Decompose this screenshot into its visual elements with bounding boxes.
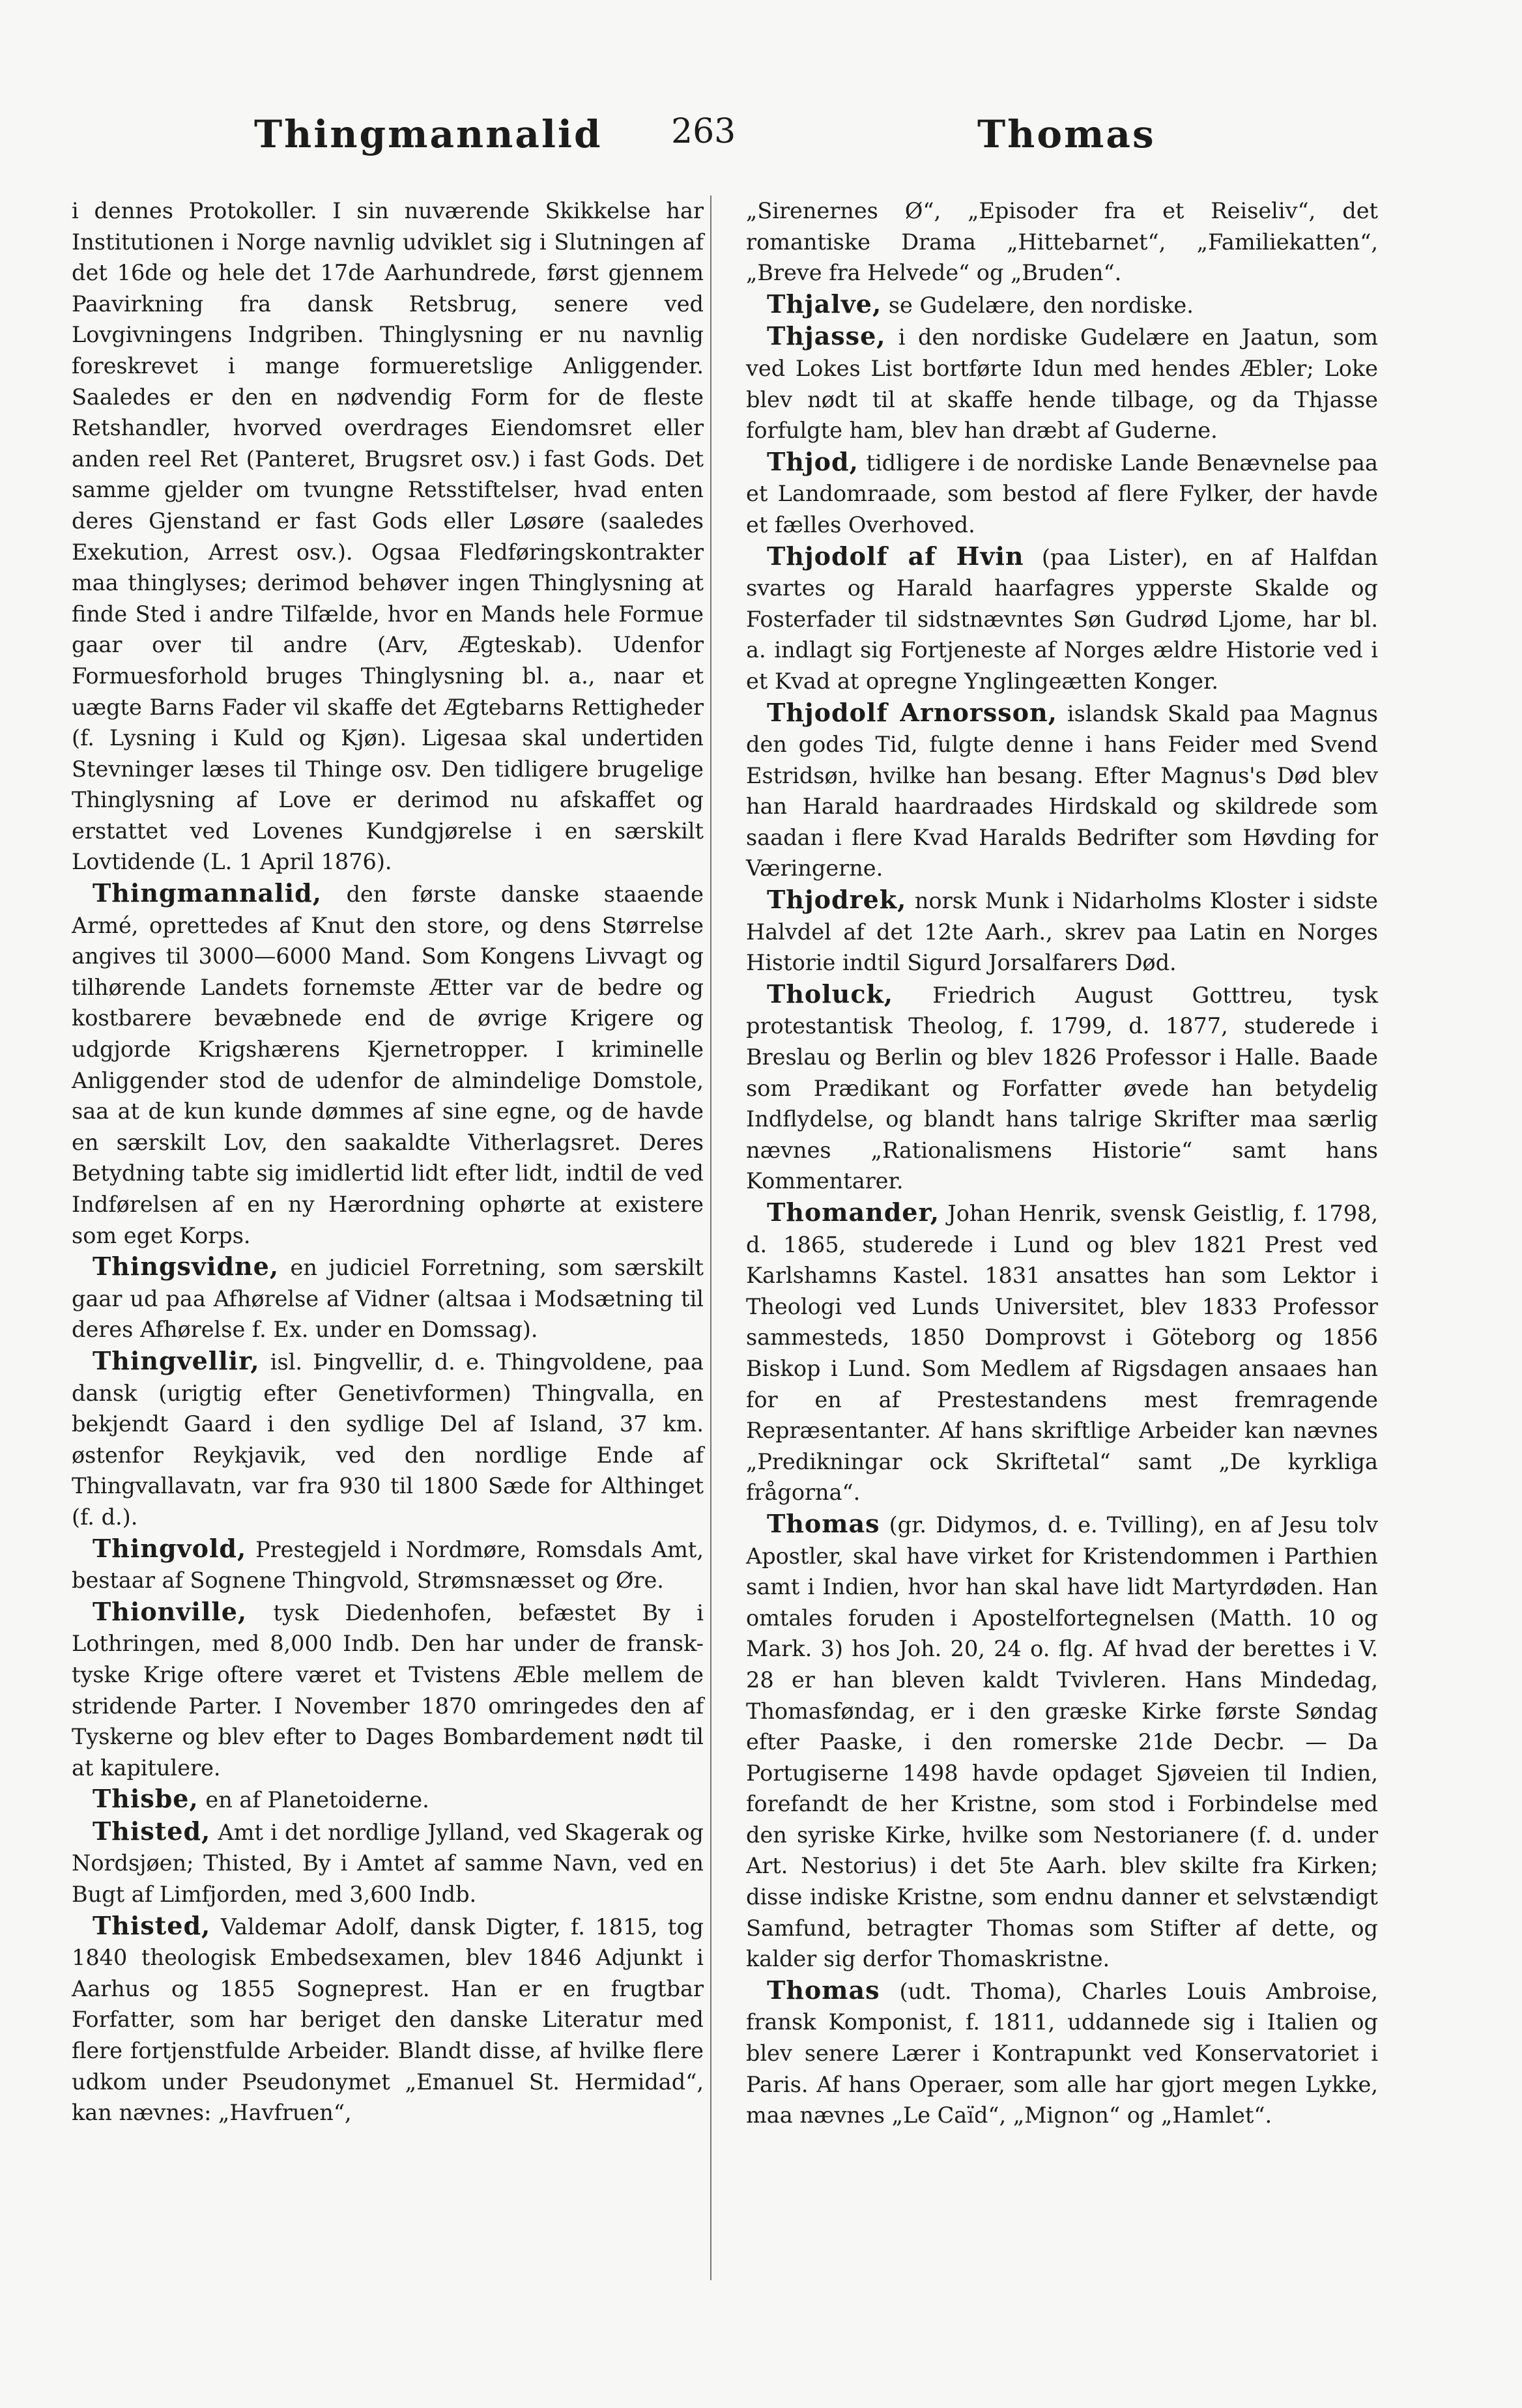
entry-headword: Thomas	[767, 1508, 880, 1538]
entry-text: den første danske staaende Armé, oprettedes af Knut den store, og dens Størrelse angives til 3000—6000 Mand. Som Kongens Livvagt og tilhørende Landets fornemste Ætter var de bedre og kostbarere bevæbnede end de øvrige Krigere og udgjorde Krigshærens Kjernetropper. I kriminelle Anliggender stod de udenfor de almindelige Domstole, saa at de kun kunde dømmes af sine egne, og de havde en særskilt Lov, den saakaldte Vitherlagsret. Deres Betydning tabte sig imidlertid lidt efter lidt, indtil de ved Indførelsen af en ny Hærordning ophørte at existere som eget Korps.	[72, 882, 704, 1248]
dictionary-entry	[746, 541, 1378, 697]
dictionary-entry	[72, 1783, 704, 1816]
entry-headword: Thjodolf Arnorsson,	[767, 697, 1057, 727]
dictionary-entry	[746, 979, 1378, 1197]
dictionary-entry	[746, 321, 1378, 446]
entry-headword: Thjasse,	[767, 321, 886, 351]
page-number: 263	[671, 112, 736, 151]
entry-text: (udt. Thoma), Charles Louis Ambroise, fransk Komponist, f. 1811, uddannede sig i Italien og blev senere Lærer i Kontrapunkt ved Konservatoriet i Paris. Af hans Operaer, som alle har gjort megen Lykke, maa nævnes „Le Caïd“, „Mignon“ og „Hamlet“.	[746, 1978, 1378, 2128]
dictionary-entry	[746, 1975, 1378, 2131]
entry-headword: Thingvellir,	[93, 1345, 260, 1375]
entry-headword: Thjod,	[767, 446, 859, 476]
entry-headword: Thjodolf af Hvin	[767, 541, 1024, 571]
dictionary-entry	[72, 878, 704, 1251]
column-divider	[710, 195, 711, 2280]
entry-text: en af Planetoiderne.	[205, 1787, 429, 1813]
entry-text: norsk Munk i Nidarholms Kloster i sidste Halvdel af det 12te Aarh., skrev paa Latin en Norges Historie indtil Sigurd Jorsalfarers Død.	[746, 888, 1378, 976]
dictionary-entry	[746, 289, 1378, 321]
entry-headword: Thomas	[767, 1975, 880, 2005]
entry-text: isl. Þingvellir, d. e. Thingvoldene, paa dansk (urigtig efter Genetivformen) Thingvalla, en bekjendt Gaard i den sydlige Del af Island, 37 km. østenfor Reykjavik, ved den nordlige Ende af Thingvallavatn, var fra 930 til 1800 Sæde for Althinget (f. d.).	[72, 1349, 704, 1530]
entry-headword: Thjalve,	[767, 289, 882, 319]
entry-text: Johan Henrik, svensk Geistlig, f. 1798, d. 1865, studerede i Lund og blev 1821 Prest ved Karlshamns Kastel. 1831 ansattes han som Lektor i Theologi ved Lunds Universitet, blev 1833 Professor sammesteds, 1850 Domprovst i Göteborg og 1856 Biskop i Lund. Som Medlem af Rigsdagen ansaaes han for en af Prestestandens mest fremragende Repræsentanter. Af hans skriftlige Arbeider kan nævnes „Predikningar ock Skriftetal“ samt „De kyrkliga frågorna“.	[746, 1201, 1379, 1506]
entry-headword: Thisbe,	[93, 1784, 199, 1814]
entry-text: islandsk Skald paa Magnus den godes Tid, fulgte denne i hans Feider med Svend Estridsøn, hvilke han besang. Efter Magnus's Død blev han Harald haardraades Hirdskald og skildrede som saadan i flere Kvad Haralds Bedrifter som Høvding for Væringerne.	[746, 700, 1378, 882]
entry-text: Friedrich August Gotttreu, tysk protestantisk Theolog, f. 1799, d. 1877, studerede i Breslau og Berlin og blev 1826 Professor i Halle. Baade som Prædikant og Forfatter øvede han betydelig Indflydelse, og blandt hans talrige Skrifter maa særlig nævnes „Rationalismens Historie“ samt hans Kommentarer.	[746, 982, 1378, 1194]
header-left-word: Thingmannalid	[254, 112, 603, 156]
dictionary-entry	[72, 1533, 704, 1596]
entry-text: (paa Lister), en af Halfdan svartes og Harald haarfagres ypperste Skalde og Fosterfader til sidstnævntes Søn Gudrød Ljome, har bl. a. indlagt sig Fortjeneste af Norges ældre Historie ved i et Kvad at opregne Ynglingeætten Konger.	[746, 544, 1378, 694]
entry-headword: Thomander,	[767, 1197, 940, 1227]
entry-headword: Thingmannalid,	[93, 878, 322, 908]
dictionary-entry	[72, 1596, 704, 1784]
entry-headword: Thingvold,	[93, 1533, 247, 1563]
dictionary-entry	[72, 1251, 704, 1345]
running-header	[0, 112, 1522, 171]
entry-headword: Thisted,	[93, 1910, 211, 1940]
left-column	[72, 195, 704, 2128]
entry-text: Amt i det nordlige Jylland, ved Skagerak og Nordsjøen; Thisted, By i Amtet af samme Navn, ved en Bugt af Limfjorden, med 3,600 Indb.	[72, 1819, 704, 1908]
entry-text: tidligere i de nordiske Lande Benævnelse paa et Landomraade, som bestod af flere Fylker, der havde et fælles Overhoved.	[746, 450, 1378, 538]
entry-text: „Sirenernes Ø“, „Episoder fra et Reiseliv“, det romantiske Drama „Hittebarnet“, „Familiekatten“, „Breve fra Helvede“ og „Bruden“.	[746, 198, 1378, 286]
header-right-word: Thomas	[977, 112, 1156, 156]
entry-text: tysk Diedenhofen, befæstet By i Lothringen, med 8,000 Indb. Den har under de fransk-tyske Krige oftere været et Tvistens Æble mellem de stridende Parter. I November 1870 omringedes den af Tyskerne og blev efter to Dages Bombardement nødt til at kapitulere.	[72, 1599, 704, 1781]
entry-text: i dennes Protokoller. I sin nuværende Skikkelse har Institutionen i Norge navnlig udviklet sig i Slutningen af det 16de og hele det 17de Aarhundrede, først gjennem Paavirkning fra dansk Retsbrug, senere ved Lovgivningens Indgriben. Thinglysning er nu navnlig foreskrevet i mange formueretslige Anliggender. Saaledes er den en nødvendig Form for de fleste Retshandler, hvorved overdrages Eiendomsret eller anden reel Ret (Panteret, Brugsret osv.) i fast Gods. Det samme gjelder om tvungne Retsstiftelser, hvad enten deres Gjenstand er fast Gods eller Løsøre (saaledes Exekution, Arrest osv.). Ogsaa Fledføringskontrakter maa thinglyses; derimod behøver ingen Thinglysning at finde Sted i andre Tilfælde, hvor en Mands hele Formue gaar over til andre (Arv, Ægteskab). Udenfor Formuesforhold bruges Thinglysning bl. a., naar et uægte Barns Fader vil skaffe det Ægtebarns Rettigheder (f. Lysning i Kuld og Kjøn). Ligesaa skal undertiden Stevninger læses til Thinge osv. Den tidligere brugelige Thinglysning af Love er derimod nu afskaffet og erstattet ved Lovenes Kundgjørelse i en særskilt Lovtidende (L. 1 April 1876).	[72, 198, 704, 875]
entry-text: se Gudelære, den nordiske.	[888, 292, 1194, 318]
dictionary-entry	[72, 1910, 704, 2128]
dictionary-entry	[746, 1508, 1378, 1975]
entry-headword: Thisted,	[93, 1816, 211, 1846]
dictionary-entry	[72, 1345, 704, 1533]
dictionary-entry	[746, 195, 1378, 289]
dictionary-entry	[746, 697, 1378, 885]
right-column	[746, 195, 1378, 2131]
dictionary-entry	[746, 446, 1378, 541]
entry-text: Valdemar Adolf, dansk Digter, f. 1815, tog 1840 theologisk Embedsexamen, blev 1846 Adjunkt i Aarhus og 1855 Sogneprest. Han er en frugtbar Forfatter, som har beriget den danske Literatur med flere fortjenstfulde Arbeider. Blandt disse, af hvilke flere udkom under Pseudonymet „Emanuel St. Hermidad“, kan nævnes: „Havfruen“,	[72, 1914, 704, 2126]
entry-headword: Thionville,	[93, 1596, 248, 1626]
entry-text: en judiciel Forretning, som særskilt gaar ud paa Afhørelse af Vidner (altsaa i Modsætning til deres Afhørelse f. Ex. under en Domssag).	[72, 1255, 704, 1343]
entry-headword: Thingsvidne,	[93, 1252, 280, 1282]
entry-headword: Tholuck,	[767, 979, 894, 1009]
dictionary-entry	[72, 1816, 704, 1910]
dictionary-entry	[72, 195, 704, 878]
dictionary-entry	[746, 884, 1378, 979]
entry-text: Prestegjeld i Nordmøre, Romsdals Amt, bestaar af Sognene Thingvold, Strømsnæsset og Øre.	[72, 1536, 704, 1594]
entry-text: i den nordiske Gudelære en Jaatun, som ved Lokes List bortførte Idun med hendes Æbler; Loke blev nødt til at skaffe hende tilbage, og da Thjasse forfulgte ham, blev han dræbt af Guderne.	[746, 324, 1378, 444]
dictionary-entry	[746, 1197, 1378, 1508]
entry-text: (gr. Didymos, d. e. Tvilling), en af Jesu tolv Apostler, skal have virket for Kristendommen i Parthien samt i Indien, hvor han skal have lidt Martyrdøden. Han omtales foruden i Apostelfortegnelsen (Matth. 10 og Mark. 3) hos Joh. 20, 24 o. flg. Af hvad der berettes i V. 28 er han bleven kaldt Tvivleren. Hans Mindedag, Thomasføndag, er i den græske Kirke første Søndag efter Paaske, i den romerske 21de Decbr. — Da Portugiserne 1498 havde opdaget Sjøveien til Indien, forefandt de her Kristne, som stod i Forbindelse med den syriske Kirke, hvilke som Nestorianere (f. d. under Art. Nestorius) i det 5te Aarh. blev skilte fra Kirken; disse indiske Kristne, som endnu danner et selvstændigt Samfund, betragter Thomas som Stifter af dette, og kalder sig derfor Thomaskristne.	[746, 1512, 1378, 1972]
entry-headword: Thjodrek,	[767, 885, 907, 915]
